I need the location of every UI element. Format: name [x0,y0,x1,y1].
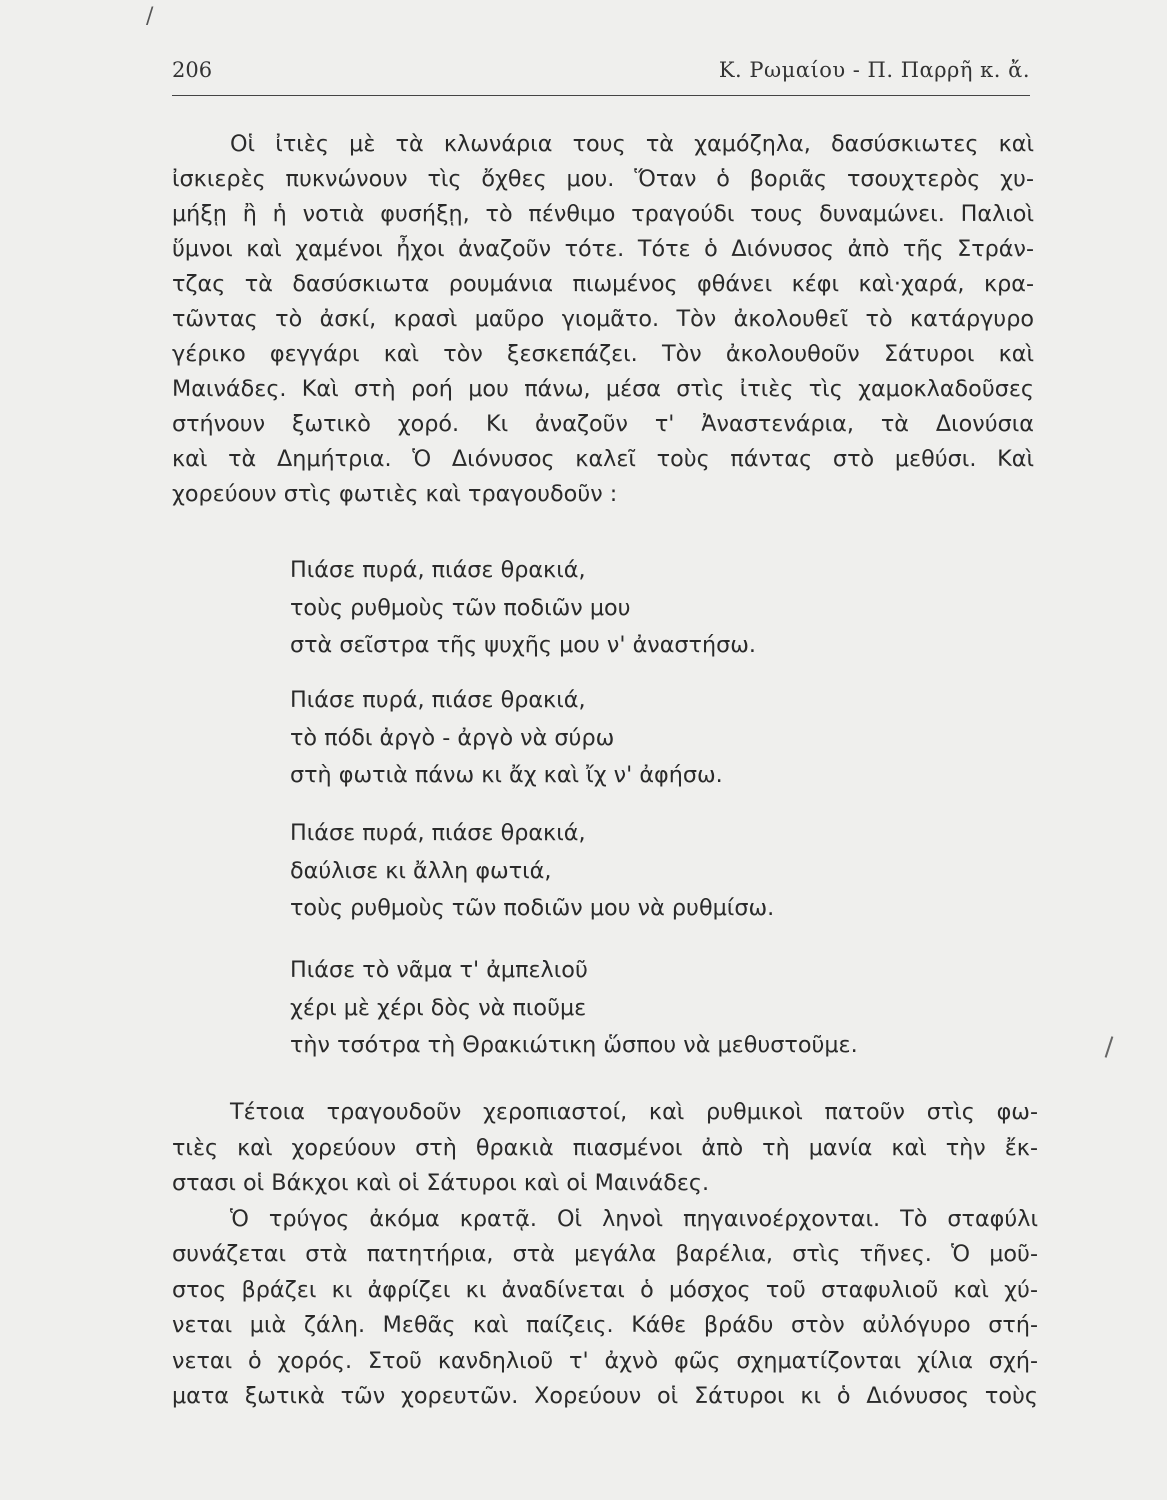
page-header [172,58,1030,92]
verse-line: τὸ πόδι ἀργὸ - ἀργὸ νὰ σύρω [290,724,615,751]
verse-line: τὴν τσότρα τὴ Θρακιώτικη ὥσπου νὰ μεθυστοῦμε. [290,1032,858,1058]
text-line: ματα ξωτικὰ τῶν χορευτῶν. Χορεύουν οἱ Σάτυροι κι ὁ Διόνυσος τοὺς [172,1383,1038,1409]
poem-stanza-3 [290,815,990,928]
verse-line: τοὺς ρυθμοὺς τῶν ποδιῶν μου [290,594,631,621]
text-line: Τέτοια τραγουδοῦν χεροπιαστοί, καὶ ρυθμικοὶ πατοῦν στὶς φω- [230,1099,1038,1125]
paragraph-2-3 [172,1095,1038,1415]
verse-line: Πιάσε πυρά, πιάσε θρακιά, [290,687,586,713]
running-head: Κ. Ρωμαίου - Π. Παρρῆ κ. ἄ. [718,58,1030,82]
text-line: νεται ὁ χορός. Στοῦ κανδηλιοῦ τ' ἀχνὸ φῶς σχηματίζονται χίλια σχή- [172,1347,1038,1374]
text-line: νεται μιὰ ζάλη. Μεθᾶς καὶ παίζεις. Κάθε βράδυ στὸν αὐλόγυρο στή- [172,1312,1038,1338]
text-line: Οἱ ἰτιὲς μὲ τὰ κλωνάρια τους τὰ χαμόζηλα, δασύσκιωτες καὶ [230,131,1034,157]
header-rule [172,95,1030,96]
verse-line: τοὺς ρυθμοὺς τῶν ποδιῶν μου νὰ ρυθμίσω. [290,895,775,921]
paragraph-1 [172,127,1034,512]
text-line: Μαινάδες. Καὶ στὴ ροή μου πάνω, μέσα στὶς ἰτιὲς τὶς χαμοκλαδοῦσες [172,376,1034,402]
text-line: τῶντας τὸ ἀσκί, κρασὶ μαῦρο γιομᾶτο. Τὸν ἀκολουθεῖ τὸ κατάργυρο [172,306,1034,332]
text-line: συνάζεται στὰ πατητήρια, στὰ μεγάλα βαρέλια, στὶς τῆνες. Ὁ μοῦ- [172,1241,1038,1267]
text-line: στος βράζει κι ἀφρίζει κι ἀναδίνεται ὁ μόσχος τοῦ σταφυλιοῦ καὶ χύ- [172,1276,1038,1303]
poem-stanza-1 [290,552,990,665]
text-line: τιὲς καὶ χορεύουν στὴ θρακιὰ πιασμένοι ἀπὸ τὴ μανία καὶ τὴν ἔκ- [172,1134,1038,1161]
verse-line: δαύλισε κι ἄλλη φωτιά, [290,857,552,884]
text-line: στασι οἱ Βάκχοι καὶ οἱ Σάτυροι καὶ οἱ Μαινάδες. [172,1170,710,1196]
text-line: ὕμνοι καὶ χαμένοι ἦχοι ἀναζοῦν τότε. Τότε ὁ Διόνυσος ἀπὸ τῆς Στράν- [172,236,1034,262]
text-line: χορεύουν στὶς φωτιὲς καὶ τραγουδοῦν : [172,481,618,507]
verse-line: Πιάσε πυρά, πιάσε θρακιά, [290,557,586,583]
verse-line: Πιάσε πυρά, πιάσε θρακιά, [290,820,586,846]
verse-line: στὴ φωτιὰ πάνω κι ἄχ καὶ ἴχ ν' ἀφήσω. [290,762,723,788]
text-line: στήνουν ξωτικὸ χορό. Κι ἀναζοῦν τ' Ἀναστενάρια, τὰ Διονύσια [172,411,1034,437]
margin-mark [1105,1036,1114,1058]
text-line: τζας τὰ δασύσκιωτα ρουμάνια πιωμένος φθάνει κέφι καὶ·χαρά, κρα- [172,271,1034,297]
verse-line: Πιάσε τὸ νᾶμα τ' ἀμπελιοῦ [290,957,588,983]
pencil-mark: / [146,4,154,29]
poem-stanza-4 [290,952,990,1065]
text-line: μήξῃ ἢ ἡ νοτιὰ φυσήξῃ, τὸ πένθιμο τραγούδι τους δυναμώνει. Παλιοὶ [172,201,1034,227]
verse-line: στὰ σεῖστρα τῆς ψυχῆς μου ν' ἀναστήσω. [290,632,757,658]
page-number: 206 [172,58,213,82]
text-line: Ὁ τρύγος ἀκόμα κρατᾷ. Οἱ ληνοὶ πηγαινοέρχονται. Τὸ σταφύλι [230,1205,1038,1232]
text-line: γέρικο φεγγάρι καὶ τὸν ξεσκεπάζει. Τὸν ἀκολουθοῦν Σάτυροι καὶ [172,341,1034,367]
text-line: ἰσκιερὲς πυκνώνουν τὶς ὄχθες μου. Ὅταν ὁ βοριᾶς τσουχτερὸς χυ- [172,166,1034,192]
text-line: καὶ τὰ Δημήτρια. Ὁ Διόνυσος καλεῖ τοὺς πάντας στὸ μεθύσι. Καὶ [172,446,1034,472]
poem-stanza-2 [290,682,990,795]
verse-line: χέρι μὲ χέρι δὸς νὰ πιοῦμε [290,994,587,1021]
